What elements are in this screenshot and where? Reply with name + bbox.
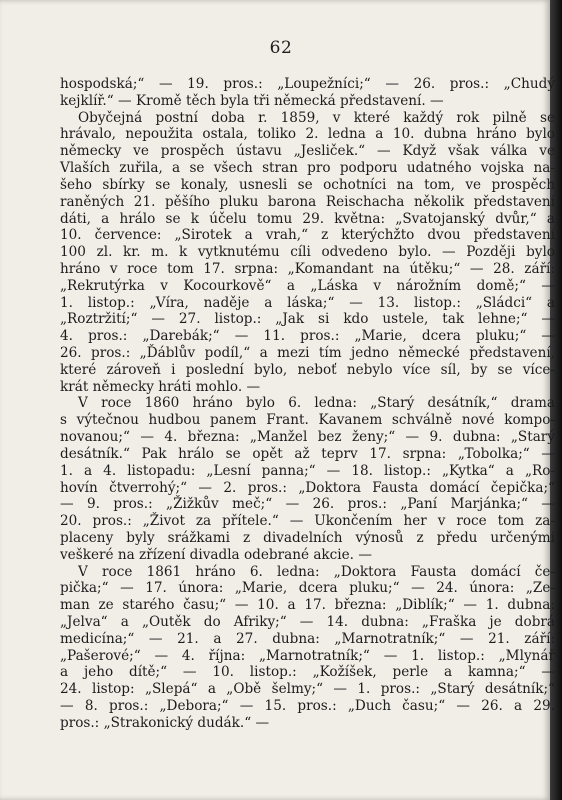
text-line: krát německy hráti mohlo. — [60, 378, 261, 395]
text-line: „Roztržití;“ — 27. listop.: „Jak si kdo ustele, tak lehne;“ — [60, 311, 555, 328]
text-line: pros.: „Strakonický dudák.“ — [60, 714, 270, 731]
text-line: man ze starého času;“ — 10. a 17. března: „Diblík;“ — 1. dubna: [60, 597, 555, 614]
text-line: Obyčejná postní doba r. 1859, v které každý rok pilně se [78, 109, 555, 126]
text-line: 1. listop.: „Víra, naděje a láska;“ — 13. listop.: „Sládci“ a [60, 294, 555, 311]
text-line: placeny byly srážkami z divadelních výnosů z předu určenými [60, 529, 555, 546]
text-line: Vlaších zuřila, a se všech stran pro podporu udatného vojska na- [60, 160, 555, 177]
text-line: 1. a 4. listopadu: „Lesní panna;“ — 18. listop.: „Kytka“ a „Ro- [60, 462, 555, 479]
text-line: hospodská;“ — 19. pros.: „Loupežníci;“ — 26. pros.: „Chudý [60, 76, 555, 92]
page-number: 62 [269, 38, 293, 58]
text-line: hovín čtverrohý;“ — 2. pros.: „Doktora Fausta domácí čepička;“ [60, 479, 555, 496]
text-line: 20. pros.: „Život za přítele.“ — Ukončením her v roce tom za- [60, 513, 555, 530]
text-line: „Jelva“ a „Outěk do Afriky;“ — 14. dubna: „Fraška je dobrá [60, 614, 555, 630]
text-line: „Pašerové;“ — 4. října: „Marnotratník;“ — 1. listop.: „Mlynář [60, 647, 555, 664]
text-line: — 8. pros.: „Debora;“ — 15. pros.: „Duch času;“ — 26. a 29. [60, 698, 555, 715]
text-line: V roce 1860 hráno bylo 6. ledna: „Starý desátník,“ drama [78, 395, 555, 412]
body-text [60, 76, 555, 732]
text-line: hrávalo, nepoužita ostala, toliko 2. ledna a 10. dubna hráno bylo [60, 126, 555, 143]
text-line: a jeho dítě;“ — 10. listop.: „Kožíšek, perle a kamna;“ — [60, 664, 555, 681]
text-line: medicína;“ — 21. a 27. dubna: „Marnotratník;“ — 21. září: [60, 630, 555, 647]
text-line: — 9. pros.: „Žižkův meč;“ — 26. pros.: „Paní Marjánka;“ — [60, 496, 555, 513]
text-line: 10. července: „Sirotek a vrah,“ z kterýchžto dvou představení [60, 227, 555, 244]
text-line: kejklíř.“ — Kromě těch byla tři německá představení. — [60, 92, 444, 109]
text-line: 26. pros.: „Ďáblův podíl,“ a mezi tím jedno německé představení, [60, 345, 555, 361]
text-line: „Rekrutýrka v Kocourkově“ a „Láska v nárožním domě;“ — [60, 277, 555, 294]
text-line: V roce 1861 hráno 6. ledna: „Doktora Fausta domácí če- [78, 563, 555, 580]
text-line: s výtečnou hudbou panem Frant. Kavanem schválně nové kompo- [60, 412, 555, 429]
text-line: novanou;“ — 4. března: „Manžel bez ženy;“ — 9. dubna: „Starý [60, 429, 555, 446]
text-line: šeho sbírky se konaly, usnesli se ochotníci na tom, ve prospěch [60, 176, 555, 193]
text-line: pička;“ — 17. února: „Marie, dcera pluku;“ — 24. února: „Ze- [60, 580, 555, 597]
text-line: hráno v roce tom 17. srpna: „Komandant na útěku;“ — 28. září: [60, 260, 555, 277]
text-line: které zároveň i poslední bylo, neboť nebylo více síl, by se více- [60, 361, 555, 378]
text-line: 24. listop: „Slepá“ a „Obě šelmy;“ — 1. pros.: „Starý desátník;“ [60, 681, 555, 698]
text-line: dáti, a hrálo se k účelu tomu 29. května: „Svatojanský dvůr,“ a [60, 210, 555, 227]
text-line: 100 zl. kr. m. k vytknutému cíli odvedeno bylo. — Později bylo [60, 244, 555, 261]
text-line: veškeré na zřízení divadla odebrané akcie. — [60, 546, 372, 563]
text-line: desátník.“ Pak hrálo se opět až teprv 17. srpna: „Tobolka;“ — [60, 445, 555, 462]
text-line: raněných 21. pěšího pluku barona Reischacha několik představení [60, 193, 555, 210]
text-line: německy ve prospěch ústavu „Jesliček.“ — Když však válka ve [60, 143, 555, 160]
text-line: 4. pros.: „Darebák;“ — 11. pros.: „Marie, dcera pluku;“ — [60, 328, 555, 345]
